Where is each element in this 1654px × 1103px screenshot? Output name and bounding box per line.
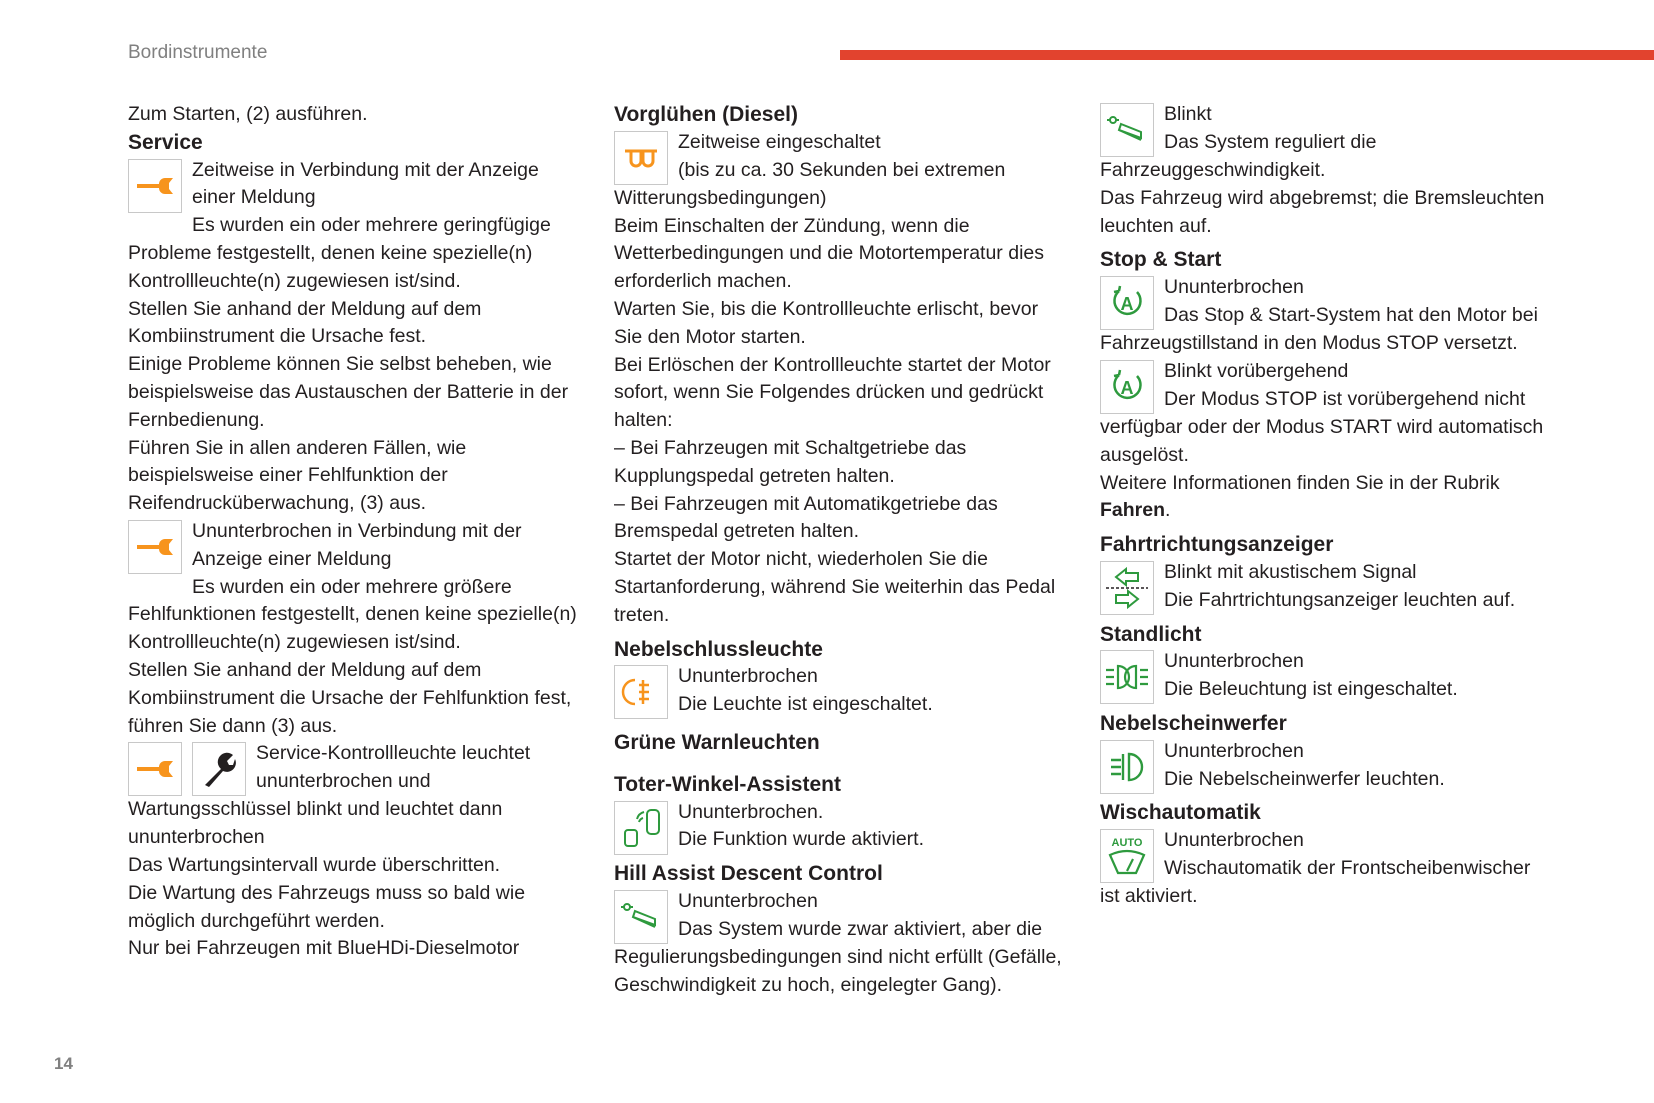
service-item-2: [128, 518, 583, 574]
blind-spot-heading: Toter-Winkel-Assistent: [614, 772, 841, 796]
svg-text:A: A: [1120, 377, 1134, 398]
preglow-text-3: Bei Erlöschen der Kontrollleuchte startet der Motor sofort, wenn Sie Folgendes drücken und gedrückt halten:: [614, 353, 1051, 432]
hill-descent-line-2: Das System wurde zwar aktiviert, aber die: [678, 917, 1043, 940]
stop-start-item-1: [1100, 274, 1555, 330]
preglow-coil-icon: [614, 131, 668, 185]
service-item-1: [128, 157, 583, 213]
turn-signal-heading: Fahrtrichtungsanzeiger: [1100, 533, 1334, 557]
preglow-item: [614, 129, 1069, 185]
service-3-text-1: Das Wartungsintervall wurde überschritten.: [128, 853, 501, 876]
service-1-text-1: Es wurden ein oder mehrere geringfügige Probleme festgestellt, denen keine spezielle(n) Kontrollleuchte(n) zugewiesen ist/sind.: [128, 214, 551, 292]
service-wrench-icon: [128, 159, 182, 213]
stop-start-2-line-1: Blinkt vorübergehend: [1164, 359, 1349, 382]
service-3-text-rest: Wartungsschlüssel blinkt und leuchtet dann ununterbrochen: [128, 798, 503, 849]
auto-wiper-line-2: Wischautomatik der Frontscheibenwischer: [1164, 856, 1531, 879]
sidelight-icon: [1100, 650, 1154, 704]
service-3-text-2: Die Wartung des Fahrzeugs muss so bald wie möglich durchgeführt werden.: [128, 881, 526, 932]
column-left: [128, 101, 583, 963]
rear-fog-light-icon: [614, 665, 668, 719]
stop-start-ref-pre: Weitere Informationen finden Sie in der Rubrik: [1100, 471, 1500, 494]
front-fog-line-2: Die Nebelscheinwerfer leuchten.: [1164, 767, 1445, 790]
stop-start-icon: [1100, 276, 1154, 330]
service-2-text-1: Es wurden ein oder mehrere größere Fehlfunktionen festgestellt, denen keine spezielle(n) Kontrollleuchte(n) zugewiesen ist/sind.: [128, 575, 577, 654]
front-fog-heading: Nebelscheinwerfer: [1100, 711, 1287, 735]
hill-descent-blink-rest: Fahrzeuggeschwindigkeit.: [1100, 159, 1326, 181]
hill-descent-blink-line-2: Das System reguliert die: [1164, 130, 1377, 153]
auto-wiper-item: [1100, 827, 1555, 883]
stop-start-ref-post: .: [1165, 499, 1171, 522]
turn-signal-line-2: Die Fahrtrichtungsanzeiger leuchten auf.: [1164, 588, 1516, 611]
rear-fog-heading: Nebelschlussleuchte: [614, 637, 823, 661]
service-1-text-3: Einige Probleme können Sie selbst beheben, wie beispielsweise das Austauschen der Batterie in der Fernbedienung.: [128, 353, 569, 431]
preglow-list-item-1: – Bei Fahrzeugen mit Schaltgetriebe das Kupplungspedal getreten halten.: [614, 436, 967, 487]
front-fog-line-1: Ununterbrochen: [1164, 739, 1304, 762]
turn-signal-arrows-icon: [1100, 561, 1154, 615]
front-fog-item: [1100, 738, 1555, 794]
preglow-heading: Vorglühen (Diesel): [614, 103, 798, 126]
hill-descent-line-1: Ununterbrochen: [678, 889, 818, 912]
service-3-line-2: ununterbrochen und: [256, 770, 431, 793]
hill-descent-icon: [614, 890, 668, 944]
service-3-line-1: Service-Kontrollleuchte leuchtet: [256, 742, 531, 765]
rear-fog-line-1: Ununterbrochen: [678, 665, 818, 688]
rear-fog-line-2: Die Leuchte ist eingeschaltet.: [678, 693, 933, 716]
stop-start-2-rest: verfügbar oder der Modus START wird automatisch ausgelöst.: [1100, 415, 1544, 466]
service-wrench-icon: [128, 742, 182, 796]
preglow-list-item-2: – Bei Fahrzeugen mit Automatikgetriebe das Bremspedal getreten halten.: [614, 492, 998, 543]
stop-start-icon: [1100, 360, 1154, 414]
front-fog-light-icon: [1100, 740, 1154, 794]
service-heading: Service: [128, 130, 203, 154]
stop-start-1-line-1: Ununterbrochen: [1164, 276, 1304, 299]
preglow-line-1: Zeitweise eingeschaltet: [678, 130, 881, 153]
stop-start-1-line-2: Das Stop & Start-System hat den Motor bei: [1164, 303, 1538, 326]
header-title: Bordinstrumente: [128, 42, 268, 63]
service-1-line-2: einer Meldung: [192, 186, 316, 209]
preglow-text-1: Beim Einschalten der Zündung, wenn die Wetterbedingungen und die Motortemperatur dies erforderlich machen.: [614, 214, 1044, 293]
stop-start-reference: [1100, 470, 1555, 526]
auto-wiper-icon: [1100, 829, 1154, 883]
auto-wiper-label: AUTO: [1111, 837, 1143, 850]
service-wrench-icon: [128, 520, 182, 574]
service-2-line-1: Ununterbrochen in Verbindung mit der: [192, 519, 522, 542]
service-3-text-3: Nur bei Fahrzeugen mit BlueHDi-Dieselmotor: [128, 937, 520, 960]
auto-wiper-rest: ist aktiviert.: [1100, 885, 1198, 908]
stop-start-heading: Stop & Start: [1100, 248, 1222, 272]
green-warning-heading: Grüne Warnleuchten: [614, 730, 820, 754]
blind-spot-icon: [614, 801, 668, 855]
preglow-text-rest: Witterungsbedingungen): [614, 186, 827, 209]
stop-start-ref-link: Fahren: [1100, 499, 1166, 522]
preglow-line-2: (bis zu ca. 30 Sekunden bei extremen: [678, 158, 1006, 181]
hill-descent-icon: [1100, 103, 1154, 157]
service-item-3: [128, 740, 583, 796]
auto-wiper-line-1: Ununterbrochen: [1164, 829, 1304, 852]
service-1-line-1: Zeitweise in Verbindung mit der Anzeige: [192, 158, 539, 181]
preglow-text-4: Startet der Motor nicht, wiederholen Sie die Startanforderung, während Sie weiterhin das Pedal treten.: [614, 548, 1056, 626]
svg-text:A: A: [1120, 294, 1134, 315]
stop-start-item-2: [1100, 358, 1555, 414]
intro-text: Zum Starten, (2) ausführen.: [128, 103, 368, 125]
turn-signal-line-1: Blinkt mit akustischem Signal: [1164, 560, 1417, 583]
blind-spot-line-2: Die Funktion wurde aktiviert.: [678, 828, 925, 851]
sidelight-line-1: Ununterbrochen: [1164, 650, 1304, 673]
sidelight-heading: Standlicht: [1100, 622, 1202, 646]
header-accent-bar: [840, 50, 1654, 60]
hill-descent-heading: Hill Assist Descent Control: [614, 862, 883, 886]
hill-descent-blink-text: Das Fahrzeug wird abgebremst; die Bremsleuchten leuchten auf.: [1100, 186, 1545, 237]
blind-spot-line-1: Ununterbrochen.: [678, 800, 824, 823]
hill-descent-item: [614, 888, 1069, 944]
service-1-text-2: Stellen Sie anhand der Meldung auf dem Kombiinstrument die Ursache fest.: [128, 297, 482, 348]
service-1-text-4: Führen Sie in allen anderen Fällen, wie beispielsweise einer Fehlfunktion der Reifendrucküberwachung, (3) aus.: [128, 436, 467, 515]
service-2-text-2: Stellen Sie anhand der Meldung auf dem Kombiinstrument die Ursache der Fehlfunktion fest, führen Sie dann (3) aus.: [128, 658, 572, 737]
service-2-line-2: Anzeige einer Meldung: [192, 547, 392, 570]
turn-signal-item: [1100, 559, 1555, 615]
hill-descent-text-rest: Regulierungsbedingungen sind nicht erfüllt (Gefälle, Geschwindigkeit zu hoch, eingelegter Gang).: [614, 945, 1062, 996]
hill-descent-blink-line-1: Blinkt: [1164, 103, 1212, 125]
stop-start-1-rest: Fahrzeugstillstand in den Modus STOP versetzt.: [1100, 332, 1518, 355]
sidelight-line-2: Die Beleuchtung ist eingeschaltet.: [1164, 678, 1458, 701]
auto-wiper-heading: Wischautomatik: [1100, 801, 1261, 825]
page-number: 14: [54, 1054, 73, 1073]
stop-start-2-line-2: Der Modus STOP ist vorübergehend nicht: [1164, 387, 1526, 410]
column-right: [1100, 101, 1555, 911]
blind-spot-item: [614, 799, 1069, 855]
preglow-text-2: Warten Sie, bis die Kontrollleuchte erlischt, bevor Sie den Motor starten.: [614, 297, 1039, 348]
maintenance-spanner-icon: [192, 742, 246, 796]
hill-descent-blink-item: [1100, 101, 1555, 157]
rear-fog-item: [614, 663, 1069, 719]
column-middle: [614, 101, 1069, 1000]
sidelight-item: [1100, 648, 1555, 704]
